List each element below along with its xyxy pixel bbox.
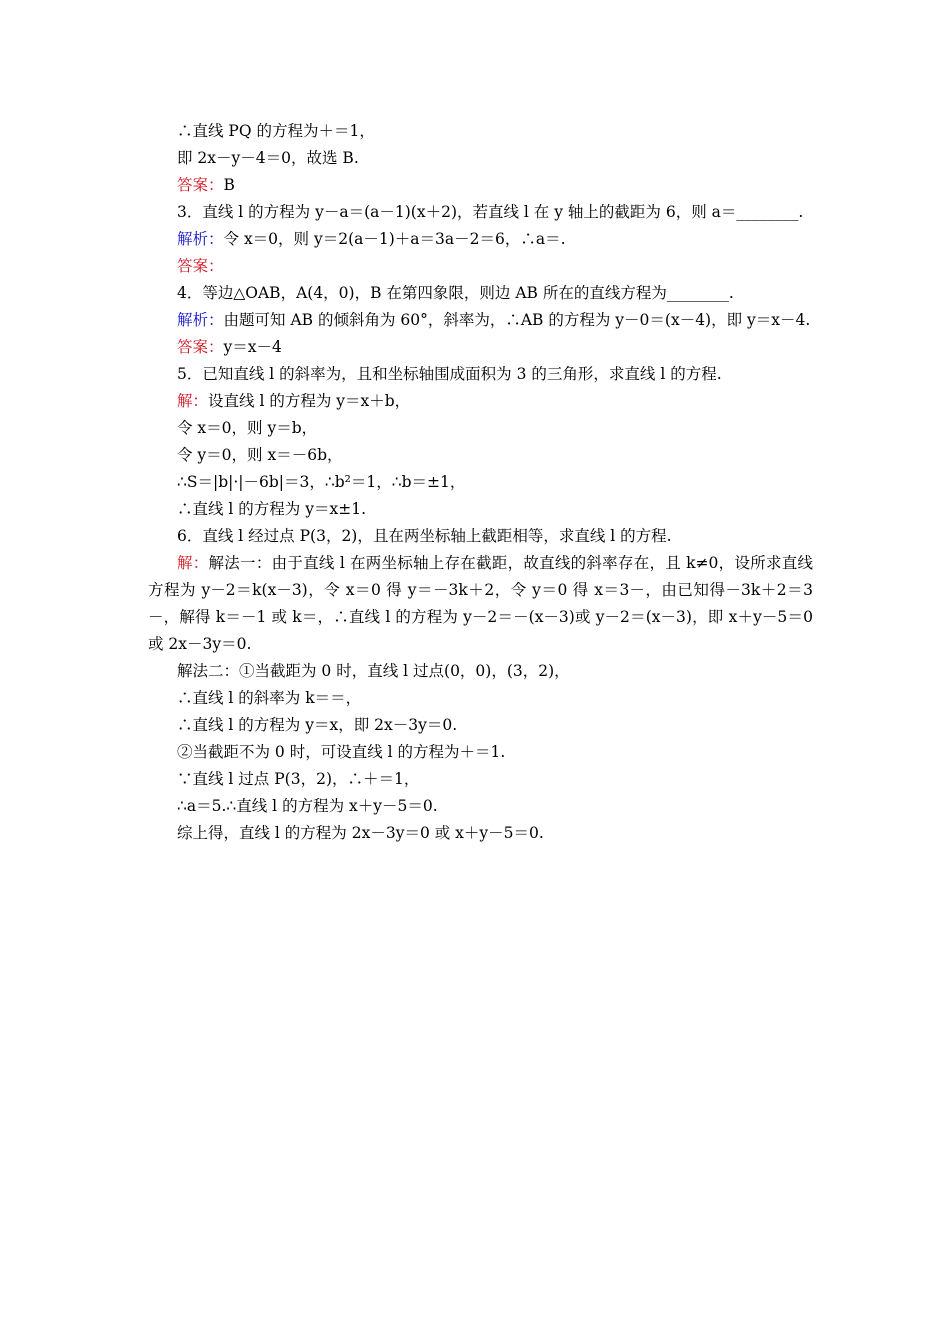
solution-label: 解： — [177, 392, 209, 410]
solution-text: ∴a＝5.∴直线 l 的方程为 x＋y－5＝0. — [177, 797, 438, 815]
solution-line — [148, 469, 813, 496]
question-5-text: 5．已知直线 l 的斜率为，且和坐标轴围成面积为 3 的三角形，求直线 l 的方程. — [177, 365, 722, 383]
answer-label: 答案： — [177, 338, 224, 356]
question-5 — [148, 361, 813, 388]
analysis-text: 令 x＝0，则 y＝2(a－1)＋a＝3a－2＝6，∴a＝. — [223, 230, 566, 248]
question-4 — [148, 280, 813, 307]
solution-text: ∴直线 l 的方程为 y＝x，即 2x－3y＝0. — [177, 716, 458, 734]
solution-line — [148, 658, 813, 685]
solution-line — [148, 820, 813, 847]
analysis-label: 解析： — [177, 230, 224, 248]
solution-text: 解法二：①当截距为 0 时，直线 l 过点(0，0)，(3，2)， — [177, 662, 570, 680]
text-line — [148, 118, 813, 145]
solution-line — [148, 442, 813, 469]
question-3-text: 3．直线 l 的方程为 y－a＝(a－1)(x＋2)，若直线 l 在 y 轴上的截距为 6，则 a＝________. — [177, 203, 804, 221]
solution-text: ∴直线 l 的斜率为 k＝＝， — [177, 689, 362, 707]
choice-b-line: 即 2x－y－4＝0，故选 B. — [177, 149, 359, 167]
solution-text: 令 y＝0，则 x＝－6b， — [177, 446, 343, 464]
solution-text: ∴S＝|b|·|－6b|＝3，∴b²＝1，∴b＝±1， — [177, 473, 466, 491]
analysis-line — [148, 226, 813, 253]
solution-line — [148, 496, 813, 523]
solution-line — [148, 685, 813, 712]
solution-text: ∴直线 l 的方程为 y＝x±1. — [177, 500, 367, 518]
text-line — [148, 145, 813, 172]
solution-text: 综上得，直线 l 的方程为 2x－3y＝0 或 x＋y－5＝0. — [177, 824, 544, 842]
question-6 — [148, 523, 813, 550]
solution-line — [148, 766, 813, 793]
solution-paragraph — [148, 550, 813, 658]
analysis-text: 由题可知 AB 的倾斜角为 60°，斜率为，∴AB 的方程为 y－0＝(x－4)，即 y＝x－4. — [223, 311, 811, 329]
answer-label: 答案： — [177, 257, 224, 275]
solution-line — [148, 712, 813, 739]
answer-text: y＝x－4 — [223, 338, 282, 356]
answer-line — [148, 172, 813, 199]
document-body — [148, 118, 813, 847]
solution-label: 解： — [177, 554, 209, 572]
solution-line — [148, 388, 813, 415]
analysis-paragraph — [148, 307, 813, 334]
answer-line — [148, 253, 813, 280]
solution-text: ∵直线 l 过点 P(3，2)，∴＋＝1， — [177, 770, 420, 788]
question-3 — [148, 199, 813, 226]
answer-text: B — [223, 176, 235, 194]
solution-text: 设直线 l 的方程为 y＝x＋b， — [208, 392, 411, 410]
analysis-label: 解析： — [177, 311, 224, 329]
solution-text: 令 x＝0，则 y＝b， — [177, 419, 318, 437]
solution-text: ②当截距不为 0 时，可设直线 l 的方程为＋＝1. — [177, 743, 506, 761]
answer-line — [148, 334, 813, 361]
solution-text: 解法一：由于直线 l 在两坐标轴上存在截距，故直线的斜率存在，且 k≠0，设所求直线方程为 y－2＝k(x－3)，令 x＝0 得 y＝－3k＋2，令 y＝0 得 x＝3－，由已知得－3k＋2＝3－，解得 k＝－1 或 k＝，∴直线 l 的方程为 y－2＝－(x－3)或 y－2＝(x－3)，即 x＋y－5＝0 或 2x－3y＝0. — [148, 554, 813, 653]
solution-line — [148, 739, 813, 766]
solution-line — [148, 415, 813, 442]
question-6-text: 6．直线 l 经过点 P(3，2)，且在两坐标轴上截距相等，求直线 l 的方程. — [177, 527, 672, 545]
question-4-text: 4．等边△OAB，A(4，0)，B 在第四象限，则边 AB 所在的直线方程为________. — [177, 284, 734, 302]
pq-equation-line: ∴直线 PQ 的方程为＋＝1， — [177, 122, 375, 140]
solution-line — [148, 793, 813, 820]
answer-label: 答案： — [177, 176, 224, 194]
